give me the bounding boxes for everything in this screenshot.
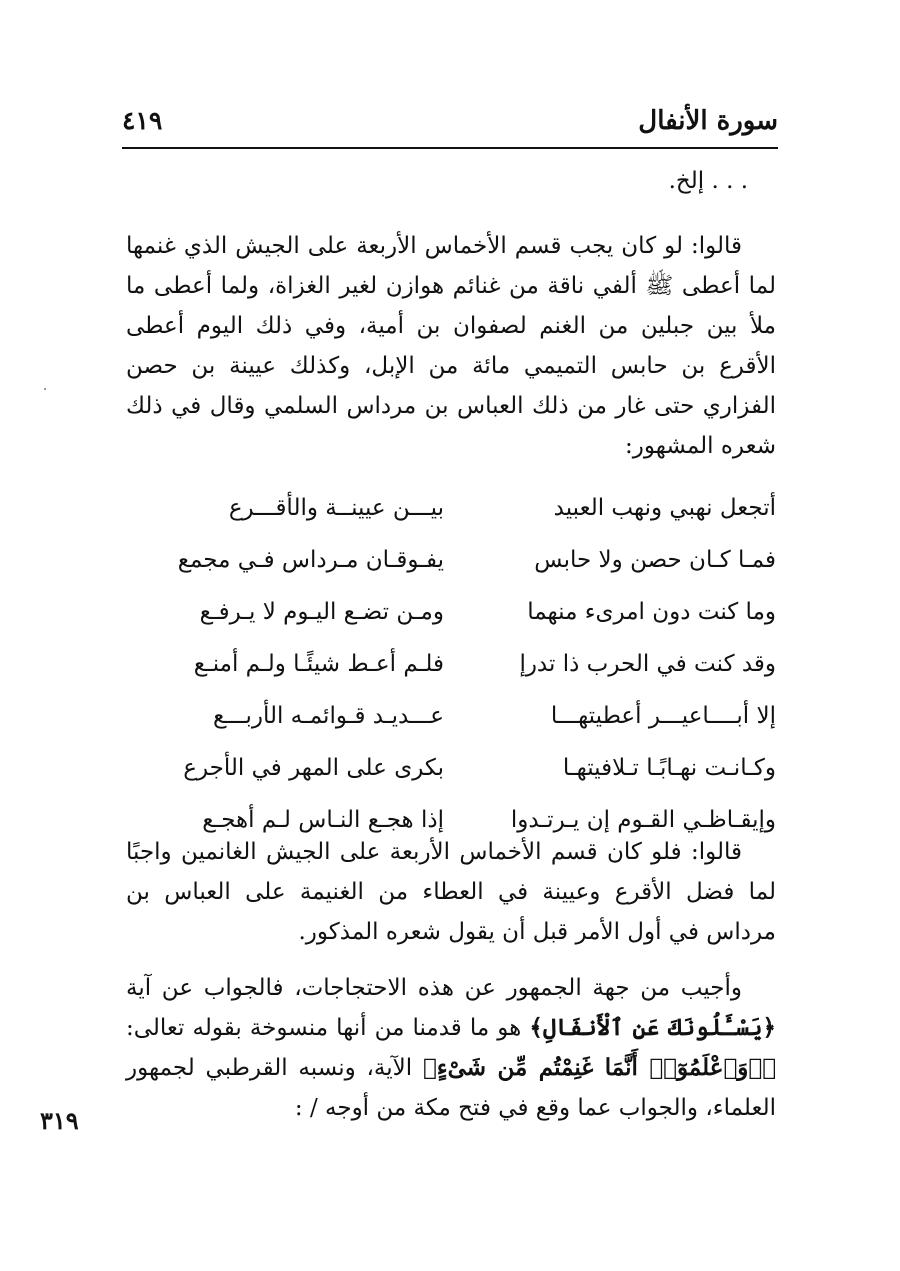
- paragraph-3-part-1: وأجيب من جهة الجمهور عن هذه الاحتجاجات، فالجواب عن آية: [126, 975, 742, 1001]
- poem-verse: [126, 690, 776, 742]
- page-header: [122, 104, 778, 144]
- verse-first-hemistich: إلا أبــــاعيـــر أعطيتهـــا: [550, 703, 776, 729]
- verse-first-hemistich: أتجعل نهبي ونهب العبيد: [553, 495, 776, 521]
- header-rule: [122, 147, 778, 149]
- paragraph-3-text: [126, 968, 776, 1128]
- margin-page-number: ٣١٩: [40, 1106, 79, 1135]
- verse-second-hemistich: ومـن تضـع اليـوم لا يـرفـع: [199, 599, 444, 625]
- verse-second-hemistich: يفـوقـان مـرداس فـي مجمع: [177, 547, 444, 573]
- verse-first-hemistich: وقد كنت في الحرب ذا تدرإ: [519, 651, 776, 677]
- verse-second-hemistich: إذا هجـع النـاس لـم أهجـع: [202, 807, 444, 833]
- verse-first-hemistich: وإيقـاظـي القـوم إن يـرتـدوا: [510, 807, 776, 833]
- verse-first-hemistich: وكـانـت نهـابًـا تـلافيتهـا: [562, 755, 776, 781]
- paragraph-3-part-3: الآية، ونسبه القرطبي لجمهور العلماء، والجواب عما وقع في فتح مكة من أوجه / :: [126, 1055, 776, 1121]
- poem-verse: [126, 482, 776, 534]
- paragraph-1: [126, 226, 776, 466]
- verse-first-hemistich: فمـا كـان حصن ولا حابس: [534, 547, 776, 573]
- poem-verse: [126, 586, 776, 638]
- verse-second-hemistich: بيـــن عيينــة والأقـــرع: [228, 495, 444, 521]
- paragraph-3-part-2: هو ما قدمنا من أنها منسوخة بقوله تعالى:: [126, 1015, 530, 1041]
- surah-title: سورة الأنفال: [638, 106, 778, 136]
- margin-dot: [44, 388, 46, 390]
- verse-second-hemistich: عـــديـد قـوائمـه الأربـــع: [213, 703, 444, 729]
- poem-verse: [126, 638, 776, 690]
- paragraph-3: [126, 968, 776, 1128]
- quran-quote-ghanimtum: ﴿۞وَٱعْلَمُوٓا۟ أَنَّمَا غَنِمْتُم مِّن شَىْءٍ﴾: [422, 1054, 776, 1081]
- quran-quote-anfal: ﴿يَسْـَٔلُونَكَ عَنِ ٱلْأَنفَالِ﴾: [529, 1014, 776, 1041]
- page-number: ٤١٩: [122, 106, 163, 135]
- opening-line: . . . إلخ.: [668, 168, 748, 194]
- poem: [126, 482, 776, 846]
- verse-second-hemistich: بكرى على المهر في الأجرع: [183, 755, 444, 781]
- paragraph-1-text: قالوا: لو كان يجب قسم الأخماس الأربعة على الجيش الذي غنمها لما أعطى ﷺ ألفي ناقة من غنائم هوازن لغير الغزاة، ولما أعطى ما ملأ بين جبلين من الغنم لصفوان بن أمية، وفي ذلك اليوم أعطى الأقرع بن حابس التميمي مائة من الإبل، وكذلك عيينة بن حصن الفزاري حتى غار من ذلك العباس بن مرداس السلمي وقال في ذلك شعره المشهور:: [126, 233, 776, 459]
- verse-second-hemistich: فلـم أعـط شيئًـا ولـم أمنـع: [193, 651, 444, 677]
- poem-verse: [126, 534, 776, 586]
- verse-first-hemistich: وما كنت دون امرىء منهما: [527, 599, 776, 625]
- poem-verse: [126, 742, 776, 794]
- paragraph-2: [126, 832, 776, 952]
- paragraph-2-text: قالوا: فلو كان قسم الأخماس الأربعة على الجيش الغانمين واجبًا لما فضل الأقرع وعيينة في العطاء من الغنيمة على العباس بن مرداس في أول الأمر قبل أن يقول شعره المذكور.: [126, 839, 776, 945]
